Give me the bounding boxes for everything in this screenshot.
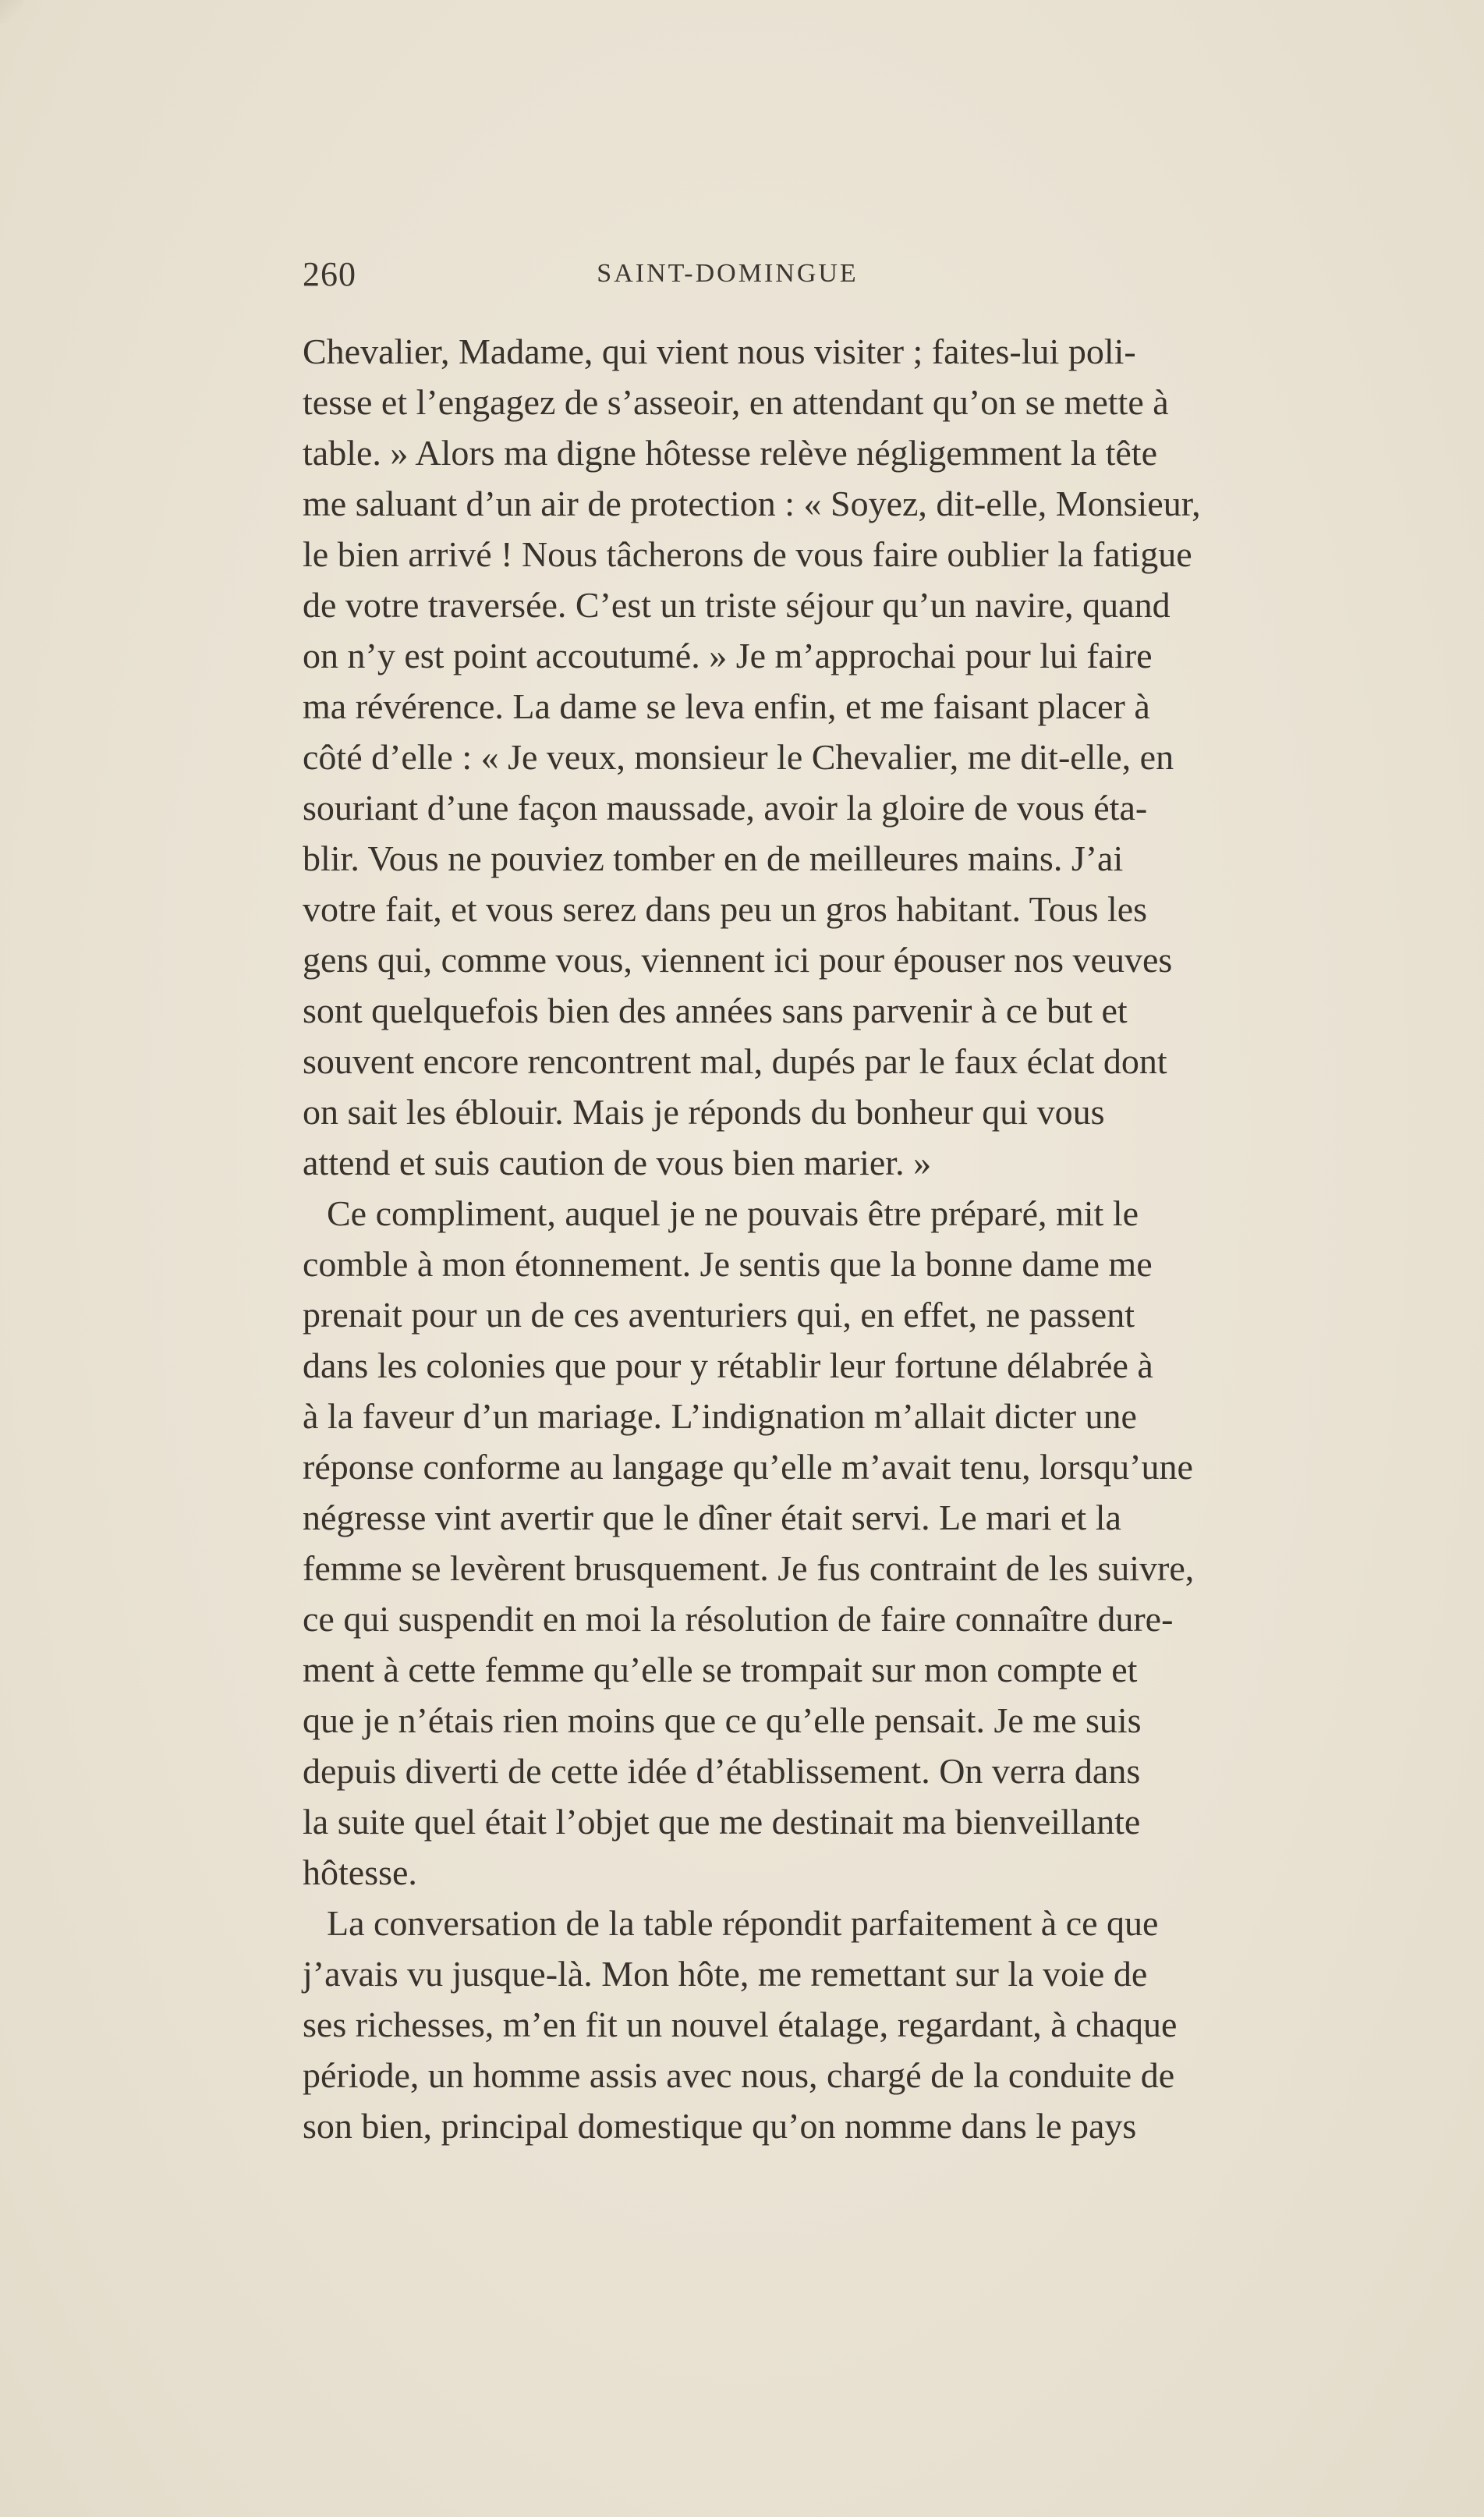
- text-line: ce qui suspendit en moi la résolution de faire connaître dure-: [303, 1599, 1174, 1639]
- text-line: souvent encore rencontrent mal, dupés par le faux éclat dont: [303, 1041, 1167, 1081]
- text-line: on n’y est point accoutumé. » Je m’approchai pour lui faire: [303, 636, 1153, 675]
- text-line: période, un homme assis avec nous, chargé de la conduite de: [303, 2055, 1175, 2095]
- text-line: hôtesse.: [303, 1852, 417, 1892]
- text-line: sont quelquefois bien des années sans parvenir à ce but et: [303, 991, 1128, 1030]
- running-title: SAINT-DOMINGUE: [597, 259, 859, 288]
- text-line: que je n’étais rien moins que ce qu’elle pensait. Je me suis: [303, 1700, 1142, 1740]
- text-line: de votre traversée. C’est un triste séjour qu’un navire, quand: [303, 585, 1171, 625]
- text-line: ma révérence. La dame se leva enfin, et me faisant placer à: [303, 686, 1150, 726]
- text-line: table. » Alors ma digne hôtesse relève négligemment la tête: [303, 433, 1157, 473]
- text-line: j’avais vu jusque-là. Mon hôte, me remettant sur la voie de: [303, 1954, 1148, 1994]
- text-line: dans les colonies que pour y rétablir leur fortune délabrée à: [303, 1345, 1153, 1385]
- text-line: gens qui, comme vous, viennent ici pour épouser nos veuves: [303, 940, 1173, 980]
- text-line: blir. Vous ne pouviez tomber en de meilleures mains. J’ai: [303, 838, 1124, 878]
- text-line: femme se levèrent brusquement. Je fus contraint de les suivre,: [303, 1548, 1195, 1588]
- text-line: depuis diverti de cette idée d’établissement. On verra dans: [303, 1751, 1141, 1791]
- text-line: réponse conforme au langage qu’elle m’avait tenu, lorsqu’une: [303, 1447, 1193, 1487]
- text-line: Chevalier, Madame, qui vient nous visiter ; faites-lui poli-: [303, 331, 1136, 371]
- text-line: ses richesses, m’en fit un nouvel étalage, regardant, à chaque: [303, 2005, 1178, 2044]
- text-line: prenait pour un de ces aventuriers qui, en effet, ne passent: [303, 1295, 1135, 1335]
- text-line: son bien, principal domestique qu’on nomme dans le pays: [303, 2106, 1137, 2146]
- page-header: [303, 254, 1153, 293]
- page-number: 260: [303, 255, 356, 293]
- text-line: comble à mon étonnement. Je sentis que la bonne dame me: [303, 1244, 1153, 1284]
- text-line: la suite quel était l’objet que me destinait ma bienveillante: [303, 1802, 1141, 1842]
- text-line: négresse vint avertir que le dîner était servi. Le mari et la: [303, 1498, 1121, 1537]
- text-line: le bien arrivé ! Nous tâcherons de vous faire oublier la fatigue: [303, 534, 1192, 574]
- text-line: attend et suis caution de vous bien marier. »: [303, 1143, 932, 1182]
- text-line: tesse et l’engagez de s’asseoir, en attendant qu’on se mette à: [303, 382, 1169, 422]
- page-corner-fold: [0, 0, 23, 23]
- text-line-paragraph-start: Ce compliment, auquel je ne pouvais être préparé, mit le: [327, 1193, 1139, 1233]
- text-line: à la faveur d’un mariage. L’indignation m’allait dicter une: [303, 1396, 1137, 1436]
- body-text: [303, 326, 1433, 2151]
- text-line: côté d’elle : « Je veux, monsieur le Chevalier, me dit-elle, en: [303, 737, 1174, 777]
- text-line: on sait les éblouir. Mais je réponds du bonheur qui vous: [303, 1092, 1105, 1132]
- text-line: ment à cette femme qu’elle se trompait sur mon compte et: [303, 1650, 1138, 1689]
- text-line: souriant d’une façon maussade, avoir la gloire de vous éta-: [303, 788, 1148, 828]
- text-line: votre fait, et vous serez dans peu un gros habitant. Tous les: [303, 889, 1148, 929]
- text-line-paragraph-start: La conversation de la table répondit parfaitement à ce que: [327, 1903, 1159, 1943]
- text-line: me saluant d’un air de protection : « Soyez, dit-elle, Monsieur,: [303, 484, 1201, 523]
